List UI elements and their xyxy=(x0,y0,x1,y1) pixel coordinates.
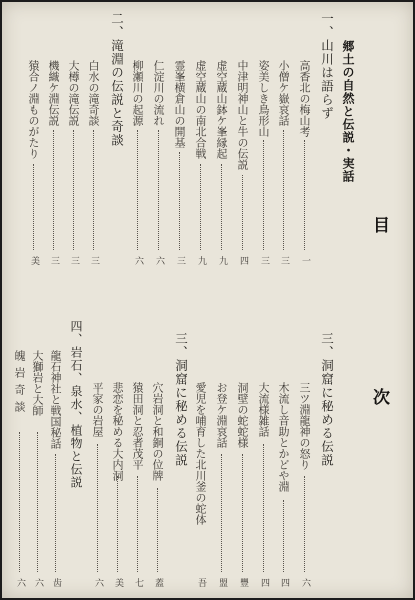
leader-dots xyxy=(73,130,74,250)
entry-title: 姿美しき鳥形山 xyxy=(257,60,270,137)
leader-dots xyxy=(117,476,118,572)
section-heading-3: 三、洞窟に秘める伝説 xyxy=(319,332,335,467)
entry-page: 盟 xyxy=(217,578,227,587)
entry-title: 虚空蔵山の南北合戦 xyxy=(194,60,207,159)
entry-page: 六 xyxy=(93,578,103,587)
leader-dots xyxy=(157,488,158,572)
entry-page: 六 xyxy=(133,256,143,265)
entry-title: お登ケ淵哀話 xyxy=(215,382,228,448)
entry-title: 大獅岩と大師 xyxy=(31,350,44,416)
entry-page: 美 xyxy=(113,578,123,587)
leader-dots xyxy=(137,130,138,250)
leader-dots xyxy=(19,432,20,572)
section-heading-rocks: 四、岩石、泉水、植物と伝説 xyxy=(69,320,83,489)
part-heading: 郷土の自然と伝説・実話 xyxy=(341,40,355,183)
entry-title: 小僧ケ嶽哀話 xyxy=(277,60,290,126)
section-heading-1: 一、山川は語らず xyxy=(319,12,335,120)
entry-page: 七 xyxy=(133,578,143,587)
entry-page: 齿 xyxy=(51,578,61,587)
entry-title: 大流様雑話 xyxy=(257,382,270,437)
entry-title: 高香北の梅山考 xyxy=(298,60,311,137)
entry-page: 六 xyxy=(154,256,164,265)
section-heading-cave: 三、洞窟に秘める伝説 xyxy=(173,332,189,467)
entry-title: 仁淀川の流れ xyxy=(152,60,165,126)
entry-title: 大樽の滝伝説 xyxy=(67,60,80,126)
section-heading-2: 二、滝淵の伝説と奇談 xyxy=(109,12,125,147)
leader-dots xyxy=(37,432,38,572)
entry-page: 三 xyxy=(175,256,185,265)
entry-page: 四 xyxy=(279,578,289,587)
entry-page: 吾 xyxy=(196,578,206,587)
entry-page: 豐 xyxy=(238,578,248,587)
leader-dots xyxy=(242,175,243,250)
leader-dots xyxy=(53,130,54,250)
entry-title: 虚空蔵山鉢ケ峯縁起 xyxy=(215,60,228,159)
leader-dots xyxy=(200,164,201,250)
book-page xyxy=(2,2,413,598)
toc-title-char-1: 目 xyxy=(369,216,389,233)
leader-dots xyxy=(283,500,284,572)
entry-page: 三 xyxy=(89,256,99,265)
entry-title: 白水の滝奇談 xyxy=(87,60,100,126)
entry-page: 三 xyxy=(279,256,289,265)
entry-title: 洞壁の蛇蛇様 xyxy=(236,382,249,448)
leader-dots xyxy=(304,140,305,250)
entry-page: 三 xyxy=(69,256,79,265)
entry-title: 龍石神社と戦国秘話 xyxy=(49,350,62,449)
leader-dots xyxy=(242,454,243,572)
entry-title: 柳瀬川の起源 xyxy=(131,60,144,126)
leader-dots xyxy=(221,454,222,572)
entry-title: 愛児を哺育した北川釜の蛇体 xyxy=(194,382,207,525)
leader-dots xyxy=(283,130,284,250)
entry-page: 六 xyxy=(33,578,43,587)
leader-dots xyxy=(304,476,305,572)
entry-page: 六 xyxy=(15,578,25,587)
entry-page: 四 xyxy=(259,578,269,587)
entry-title: 猿合ノ淵ものがたり xyxy=(27,60,40,159)
leader-dots xyxy=(137,476,138,572)
leader-dots xyxy=(93,130,94,250)
leader-dots xyxy=(179,152,180,250)
entry-title: 機織ケ淵伝説 xyxy=(47,60,60,126)
entry-title: 穴岩洞と和銅の位牌 xyxy=(151,382,164,481)
leader-dots xyxy=(263,444,264,572)
leader-dots xyxy=(55,454,56,572)
entry-title: 平家の岩屋 xyxy=(91,382,104,437)
entry-page: 蓋 xyxy=(153,578,163,587)
entry-page: 三 xyxy=(259,256,269,265)
leader-dots xyxy=(158,130,159,250)
leader-dots xyxy=(33,164,34,250)
entry-page: 九 xyxy=(196,256,206,265)
entry-title: 魄岩奇談 xyxy=(13,350,26,418)
leader-dots xyxy=(263,140,264,250)
entry-page: 四 xyxy=(238,256,248,265)
entry-title: 悲恋を秘める大内洞 xyxy=(111,382,124,481)
entry-page: 三 xyxy=(49,256,59,265)
leader-dots xyxy=(221,164,222,250)
entry-title: 中津明神山と牛の伝説 xyxy=(236,60,249,170)
entry-page: 美 xyxy=(29,256,39,265)
entry-title: 猿田洞と忍者茂平 xyxy=(131,382,144,470)
toc-title-char-2: 次 xyxy=(369,388,389,405)
entry-page: 六 xyxy=(300,578,310,587)
leader-dots xyxy=(97,444,98,572)
entry-title: 霊峯横倉山の開基 xyxy=(173,60,186,148)
entry-title: 三ツ淵龍神の怒り xyxy=(298,382,311,470)
entry-title: 木流し音助とかどや淵 xyxy=(277,382,290,492)
entry-page: 九 xyxy=(217,256,227,265)
entry-page: 一 xyxy=(300,256,310,265)
